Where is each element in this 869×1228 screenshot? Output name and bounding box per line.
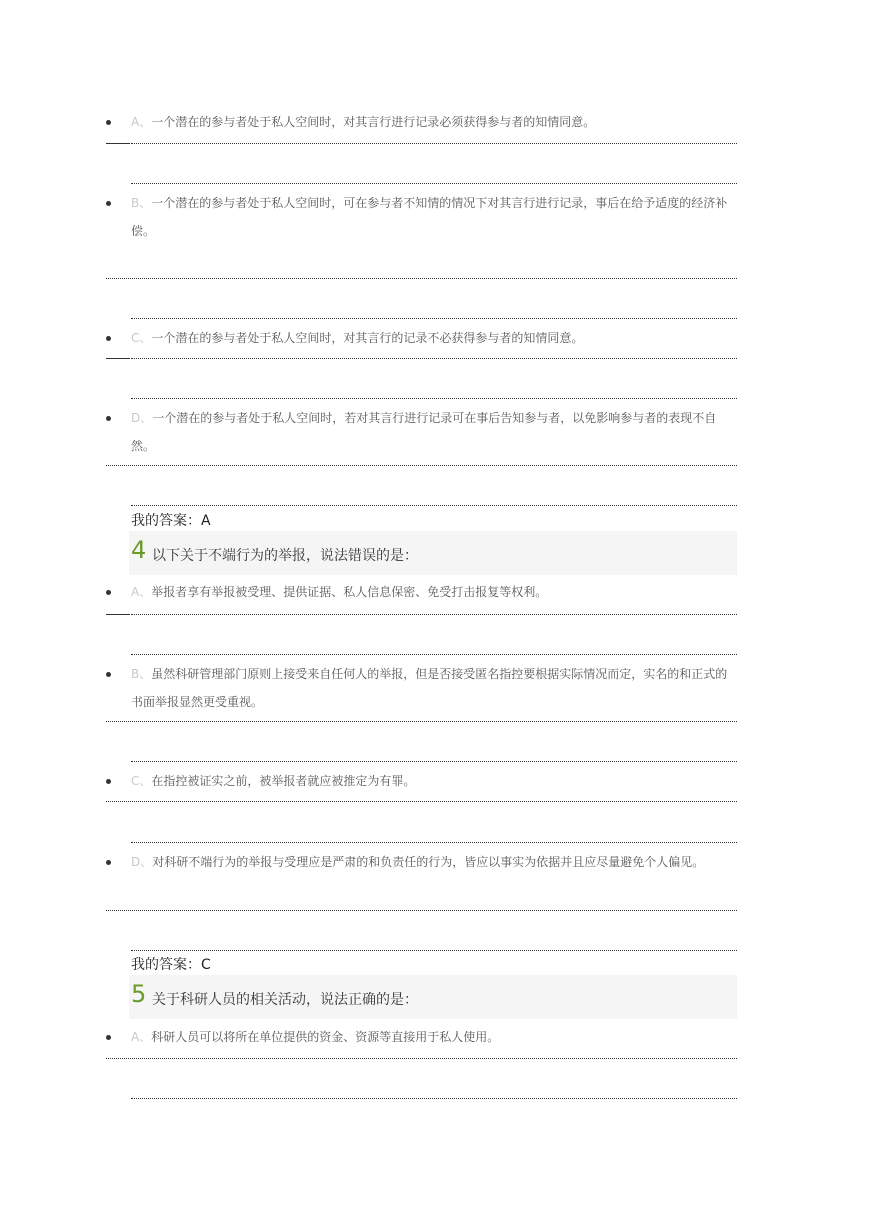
divider [106,721,737,722]
option-letter: C、 [131,331,152,345]
option-text: 科研人员可以将所在单位提供的资金、资源等直接用于私人使用。 [151,1030,500,1044]
divider [131,761,737,762]
question-header [129,975,737,1019]
option-text: 在指控被证实之前，被举报者就应被推定为有罪。 [151,774,416,788]
question-header [129,531,737,575]
option-letter: A、 [131,1030,152,1044]
option-letter: D、 [131,855,153,869]
option-text: 一个潜在的参与者处于私人空间时，若对其言行进行记录可在事后告知参与者，以免影响参与者的表现不自然。 [131,411,717,453]
bullet [106,336,111,341]
option-c[interactable] [131,324,737,352]
option-text: 虽然科研管理部门原则上接受来自任何人的举报，但是否接受匿名指控要根据实际情况而定，实名的和正式的书面举报显然更受重视。 [131,667,728,709]
my-answer [131,510,211,530]
option-a[interactable] [131,1023,737,1051]
bullet [106,120,111,125]
answer-label: 我的答案： [131,513,201,529]
divider [131,505,737,506]
divider [131,398,737,399]
divider [131,318,737,319]
bullet [106,201,111,206]
divider [131,614,737,615]
option-a[interactable] [131,108,737,136]
bullet [106,860,111,865]
option-a[interactable] [131,578,737,606]
answer-label: 我的答案： [131,957,201,973]
divider [106,278,737,279]
option-text: 一个潜在的参与者处于私人空间时，可在参与者不知情的情况下对其言行进行记录，事后在给予适度的经济补偿。 [131,196,728,238]
divider [106,465,737,466]
divider [131,358,737,359]
option-letter: A、 [131,115,152,129]
divider [131,183,737,184]
option-b[interactable] [131,189,737,245]
divider [131,950,737,951]
bullet [106,1035,111,1040]
question-number: 4 [131,536,147,564]
answer-value: A [201,513,211,529]
divider [131,842,737,843]
divider [131,1098,737,1099]
divider [106,801,737,802]
bullet [106,672,111,677]
divider [106,1058,737,1059]
option-letter: A、 [131,585,152,599]
option-text: 对科研不端行为的举报与受理应是严肃的和负责任的行为，皆应以事实为依据并且应尽量避免个人偏见。 [152,855,705,869]
question-text: 关于科研人员的相关活动，说法正确的是： [152,992,418,1008]
option-d[interactable] [131,848,737,876]
divider [131,143,737,144]
option-d[interactable] [131,404,737,460]
option-letter: B、 [131,196,152,210]
answer-value: C [201,957,211,973]
bullet [106,416,111,421]
bullet [106,590,111,595]
divider [106,910,737,911]
option-text: 一个潜在的参与者处于私人空间时，对其言行进行记录必须获得参与者的知情同意。 [151,115,596,129]
option-b[interactable] [131,660,737,716]
option-letter: D、 [131,411,153,425]
option-letter: B、 [131,667,152,681]
option-text: 一个潜在的参与者处于私人空间时，对其言行的记录不必获得参与者的知情同意。 [151,331,584,345]
question-number: 5 [131,980,147,1008]
option-text: 举报者享有举报被受理、提供证据、私人信息保密、免受打击报复等权利。 [151,585,548,599]
option-letter: C、 [131,774,152,788]
question-text: 以下关于不端行为的举报，说法错误的是： [152,548,418,564]
option-c[interactable] [131,767,737,795]
my-answer [131,954,211,974]
bullet [106,779,111,784]
divider [131,654,737,655]
